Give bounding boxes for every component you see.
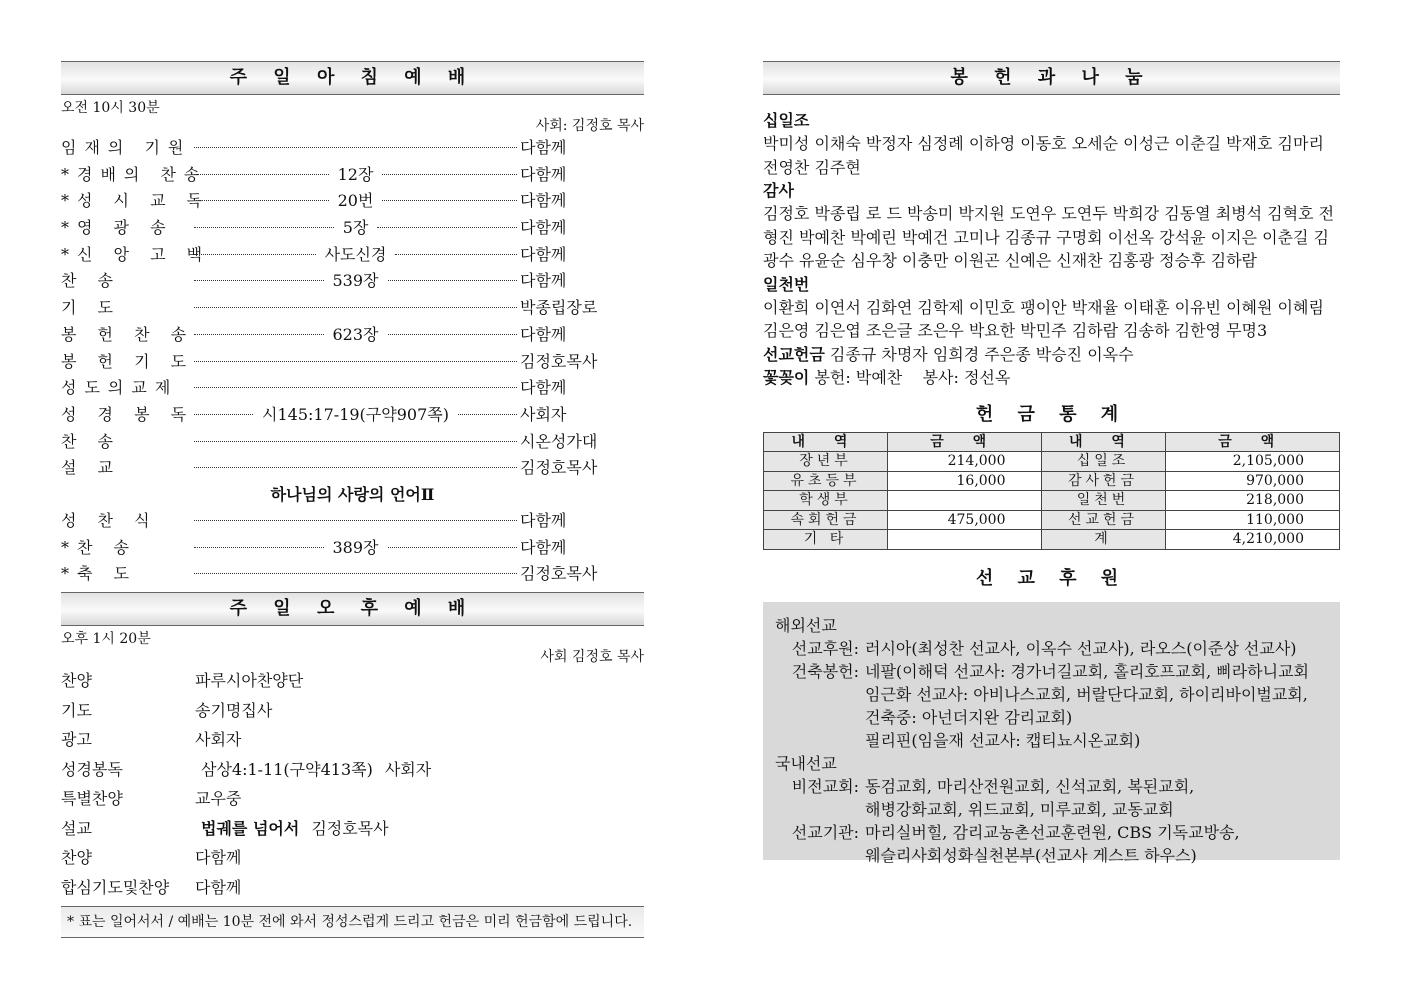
order-row bbox=[61, 873, 644, 903]
afternoon-service-host: 사회 김정호 목사 bbox=[540, 649, 644, 665]
mission-line: 네팔(이해덕 선교사: 경가너길교회, 홀리호프교회, 삐라하니교회 bbox=[865, 661, 1310, 681]
leader-dots bbox=[194, 441, 517, 442]
order-filler bbox=[191, 578, 520, 579]
order-label: 합심기도및찬양 bbox=[61, 877, 170, 897]
order-leader: 다함께 bbox=[520, 378, 567, 398]
order-leader: 김정호목사 bbox=[520, 458, 598, 478]
domestic-list bbox=[775, 775, 1328, 867]
order-row bbox=[61, 666, 644, 696]
order-filler bbox=[191, 472, 520, 473]
order-detail: 539장 bbox=[332, 271, 379, 291]
order-row bbox=[61, 322, 644, 349]
mission-value bbox=[865, 637, 1328, 660]
order-filler bbox=[191, 525, 520, 526]
leader-dots bbox=[388, 547, 518, 548]
mission-line: 러시아(최성찬 선교사, 이옥수 선교사), 라오스(이준상 선교사) bbox=[865, 638, 1297, 658]
order-leader: 다함께 bbox=[520, 244, 567, 264]
flower-label: 꽃꽂이 bbox=[763, 368, 810, 387]
mission-line: 해병강화교회, 위드교회, 미루교회, 교동교회 bbox=[865, 799, 1174, 819]
domestic-label: 국내선교 bbox=[775, 753, 837, 773]
order-label: 설교 bbox=[61, 818, 92, 838]
order-label: 찬양 bbox=[61, 671, 92, 690]
order-leader: 사회자 bbox=[195, 730, 242, 749]
leader-dots bbox=[377, 227, 517, 228]
order-leader: 시온성가대 bbox=[520, 431, 598, 451]
order-filler bbox=[191, 402, 520, 429]
leader-dots bbox=[458, 414, 517, 415]
order-row bbox=[61, 242, 644, 269]
afternoon-order-list bbox=[61, 666, 644, 902]
support-title: 선 교 후 원 bbox=[975, 567, 1128, 589]
order-filler bbox=[191, 215, 520, 242]
morning-service-time: 오전 10시 30분 bbox=[61, 100, 160, 116]
mission-key: 선교후원: bbox=[791, 638, 859, 658]
afternoon-service-title: 주 일 오 후 예 배 bbox=[61, 592, 644, 626]
stats-category: 일천번 bbox=[1041, 491, 1165, 511]
order-leader: 다함께 bbox=[520, 537, 567, 557]
leader-dots bbox=[194, 414, 253, 415]
order-leader: 다함께 bbox=[195, 877, 242, 897]
mission-line: 동검교회, 마리산전원교회, 신석교회, 복된교회, bbox=[865, 776, 1195, 796]
stats-header: 금 액 bbox=[1165, 432, 1339, 452]
leader-dots bbox=[194, 200, 329, 201]
order-detail: 389장 bbox=[332, 537, 379, 557]
order-filler bbox=[191, 322, 520, 349]
order-detail: 623장 bbox=[332, 324, 379, 344]
order-row bbox=[61, 429, 644, 456]
mission-offering-label: 선교헌금 bbox=[763, 344, 825, 364]
leader-dots bbox=[382, 200, 517, 201]
mission-line: 건축중: 아넌더지완 감리교회) bbox=[865, 707, 1073, 727]
order-row bbox=[61, 349, 644, 376]
order-row bbox=[61, 295, 644, 322]
order-row bbox=[61, 455, 644, 482]
order-row bbox=[61, 843, 644, 873]
order-leader: 사회자 bbox=[384, 759, 432, 779]
leader-dots bbox=[194, 307, 517, 308]
stats-amount: 2,105,000 bbox=[1165, 452, 1339, 472]
order-row bbox=[61, 535, 644, 562]
order-filler bbox=[191, 188, 520, 215]
order-detail: 20번 bbox=[337, 191, 374, 211]
offering-stats-table bbox=[763, 432, 1340, 550]
order-row bbox=[61, 162, 644, 189]
order-leader: 사회자 bbox=[520, 404, 567, 424]
order-leader: 다함께 bbox=[195, 848, 242, 867]
stats-category: 선교헌금 bbox=[1041, 510, 1165, 530]
stats-category: 속회헌금 bbox=[764, 510, 888, 530]
order-filler bbox=[191, 535, 520, 562]
table-row bbox=[764, 471, 1340, 491]
order-row bbox=[61, 268, 644, 295]
order-label: 광고 bbox=[61, 730, 92, 749]
stats-amount: 218,000 bbox=[1165, 491, 1339, 511]
stats-header: 내 역 bbox=[764, 432, 888, 452]
table-row bbox=[764, 452, 1340, 472]
stats-category: 십일조 bbox=[1041, 452, 1165, 472]
order-detail: 법궤를 넘어서 bbox=[201, 818, 300, 838]
leader-dots bbox=[194, 520, 517, 521]
mission-row bbox=[775, 660, 1328, 752]
order-label: 성 경 봉 독 bbox=[61, 404, 195, 424]
mission-value bbox=[865, 821, 1328, 867]
order-filler bbox=[189, 755, 385, 785]
morning-service-host: 사회: 김정호 목사 bbox=[535, 118, 644, 134]
stats-title: 헌 금 통 계 bbox=[975, 403, 1128, 425]
leader-dots bbox=[395, 254, 517, 255]
morning-order-list-2 bbox=[61, 508, 644, 588]
stats-category: 계 bbox=[1041, 530, 1165, 550]
order-detail: 사도신경 bbox=[324, 244, 387, 264]
mission-row bbox=[775, 775, 1328, 821]
order-leader: 김정호목사 bbox=[520, 351, 598, 371]
tithe-names: 박미성 이채숙 박정자 심정례 이하영 이동호 오세순 이성근 이춘길 박재호 김마리 전영찬 김주현 bbox=[763, 134, 1324, 177]
order-label: 봉 헌 기 도 bbox=[61, 351, 195, 371]
mission-key: 건축봉헌: bbox=[791, 661, 859, 681]
leader-dots bbox=[194, 387, 517, 388]
stats-amount: 110,000 bbox=[1165, 510, 1339, 530]
order-filler bbox=[191, 446, 520, 447]
leader-dots bbox=[194, 573, 517, 574]
leader-dots bbox=[194, 361, 517, 362]
stats-amount bbox=[888, 491, 1041, 511]
stats-amount: 16,000 bbox=[888, 471, 1041, 491]
order-row bbox=[61, 508, 644, 535]
order-label: *찬 송 bbox=[61, 537, 137, 557]
order-leader: 박종립장로 bbox=[520, 298, 598, 318]
mission-row bbox=[775, 637, 1328, 660]
leader-dots bbox=[194, 334, 324, 335]
leader-dots bbox=[194, 147, 517, 148]
order-leader: 김정호목사 bbox=[520, 564, 598, 584]
order-leader: 다함께 bbox=[520, 271, 567, 291]
leader-dots bbox=[194, 174, 329, 175]
order-detail: 12장 bbox=[337, 164, 374, 184]
order-label: 기 도 bbox=[61, 298, 121, 318]
order-row bbox=[61, 725, 644, 755]
table-row bbox=[764, 530, 1340, 550]
overseas-list bbox=[775, 637, 1328, 752]
stats-header: 금 액 bbox=[888, 432, 1041, 452]
order-leader: 다함께 bbox=[520, 218, 567, 238]
overseas-label: 해외선교 bbox=[775, 615, 837, 635]
mission-line: 웨슬리사회성화실천본부(선교사 게스트 하우스) bbox=[865, 845, 1197, 865]
stats-category: 유초등부 bbox=[764, 471, 888, 491]
order-row bbox=[61, 135, 644, 162]
order-label: *축 도 bbox=[61, 564, 137, 584]
order-filler bbox=[191, 392, 520, 393]
table-row bbox=[764, 491, 1340, 511]
order-label: 찬양 bbox=[61, 848, 92, 867]
mission-line: 필리핀(임을재 선교사: 캡티뇨시온교회) bbox=[865, 730, 1141, 750]
thousand-label: 일천번 bbox=[763, 274, 810, 294]
order-label: 봉 헌 찬 송 bbox=[61, 324, 195, 344]
order-leader: 다함께 bbox=[520, 164, 567, 184]
order-leader: 다함께 bbox=[520, 191, 567, 211]
thanks-names: 김정호 박종립 로 드 박송미 박지원 도연우 도연두 박희강 김동열 최병석 김혁호 전형진 박예찬 박예린 박예건 고미나 김종규 구명회 이선옥 강석윤 이지은 이춘길 김광수 유윤순 심우창 이충만 이원곤 신예은 신재찬 김홍광 정승후 김하람 bbox=[763, 204, 1335, 270]
order-label: 임재의 기원 bbox=[61, 138, 192, 157]
mission-line: 마리실버힐, 감리교농촌선교훈련원, CBS 기독교방송, bbox=[865, 822, 1240, 842]
stats-amount: 214,000 bbox=[888, 452, 1041, 472]
morning-service-title: 주 일 아 침 예 배 bbox=[61, 61, 644, 95]
order-detail: 5장 bbox=[342, 218, 369, 238]
order-leader: 파루시아찬양단 bbox=[195, 671, 304, 690]
order-label: 성경봉독 bbox=[61, 759, 123, 779]
notice-bar: * 표는 일어서서 / 예배는 10분 전에 와서 정성스럽게 드리고 헌금은 미리 헌금함에 드립니다. bbox=[61, 906, 644, 938]
mission-support-box bbox=[763, 602, 1340, 865]
mission-offering-names: 김종규 차명자 임희경 주은종 박승진 이옥수 bbox=[829, 344, 1134, 364]
stats-amount: 970,000 bbox=[1165, 471, 1339, 491]
leader-dots bbox=[194, 280, 324, 281]
mission-value bbox=[865, 775, 1328, 821]
order-leader: 교우중 bbox=[195, 789, 242, 808]
order-row bbox=[61, 784, 644, 814]
order-filler bbox=[191, 162, 520, 189]
mission-key: 선교기관: bbox=[791, 822, 859, 842]
order-detail: 삼상4:1-11(구약413쪽) bbox=[201, 759, 373, 779]
order-filler bbox=[189, 814, 311, 844]
stats-header: 내 역 bbox=[1041, 432, 1165, 452]
order-leader: 다함께 bbox=[520, 324, 567, 344]
stats-category: 기 타 bbox=[764, 530, 888, 550]
order-leader: 다함께 bbox=[520, 510, 567, 530]
leader-dots bbox=[194, 467, 517, 468]
order-row bbox=[61, 755, 644, 785]
stats-category: 학생부 bbox=[764, 491, 888, 511]
order-detail: 시145:17-19(구약907쪽) bbox=[262, 404, 449, 424]
order-row bbox=[61, 814, 644, 844]
order-row bbox=[61, 402, 644, 429]
thanks-label: 감사 bbox=[763, 181, 794, 200]
order-row bbox=[61, 215, 644, 242]
leader-dots bbox=[194, 254, 316, 255]
order-label: 찬 송 bbox=[61, 431, 121, 451]
order-leader: 다함께 bbox=[520, 138, 567, 157]
right-column bbox=[763, 61, 1340, 865]
leader-dots bbox=[388, 280, 518, 281]
order-label: 기도 bbox=[61, 700, 92, 720]
order-row bbox=[61, 696, 644, 726]
table-row bbox=[764, 510, 1340, 530]
leader-dots bbox=[382, 174, 517, 175]
stats-amount: 4,210,000 bbox=[1165, 530, 1339, 550]
order-label: *경배의 찬송 bbox=[61, 164, 208, 184]
order-label: *영 광 송 bbox=[61, 218, 174, 238]
mission-value bbox=[865, 660, 1328, 752]
order-label: 성 찬 식 bbox=[61, 510, 158, 530]
order-leader: 김정호목사 bbox=[311, 818, 389, 838]
afternoon-service-time: 오후 1시 20분 bbox=[61, 631, 151, 647]
stats-category: 감사헌금 bbox=[1041, 471, 1165, 491]
order-label: 설 교 bbox=[61, 458, 121, 478]
order-label: *신 앙 고 백 bbox=[61, 244, 211, 264]
leader-dots bbox=[194, 547, 324, 548]
order-filler bbox=[191, 242, 520, 269]
mission-line: 임근화 선교사: 아비나스교회, 버랄단다교회, 하이리바이벌교회, bbox=[865, 684, 1308, 704]
order-row bbox=[61, 561, 644, 588]
left-column bbox=[61, 61, 644, 938]
order-filler bbox=[191, 152, 520, 153]
order-leader: 송기명집사 bbox=[195, 700, 273, 720]
order-filler bbox=[191, 366, 520, 367]
leader-dots bbox=[388, 334, 518, 335]
order-filler bbox=[191, 312, 520, 313]
stats-category: 장년부 bbox=[764, 452, 888, 472]
stats-amount bbox=[888, 530, 1041, 550]
leader-dots bbox=[194, 227, 334, 228]
order-label: 성도의교제 bbox=[61, 378, 179, 398]
morning-order-list bbox=[61, 135, 644, 482]
stats-amount: 475,000 bbox=[888, 510, 1041, 530]
mission-row bbox=[775, 821, 1328, 867]
thousand-names: 이환희 이연서 김화연 김학제 이민호 팽이안 박재율 이태훈 이유빈 이혜원 이혜림 김은영 김은엽 조은글 조은우 박요한 박민주 김하람 김송하 김한영 무명3 bbox=[763, 297, 1324, 340]
sermon-title: 하나님의 사랑의 언어Ⅱ bbox=[270, 484, 435, 504]
order-row bbox=[61, 375, 644, 402]
flower-text: 봉헌: 박예찬 봉사: 정선옥 bbox=[814, 368, 1011, 387]
offering-title: 봉 헌 과 나 눔 bbox=[763, 61, 1340, 95]
order-row bbox=[61, 188, 644, 215]
tithe-label: 십일조 bbox=[763, 111, 810, 130]
mission-key: 비전교회: bbox=[791, 776, 859, 796]
order-filler bbox=[191, 268, 520, 295]
order-label: *성 시 교 독 bbox=[61, 191, 211, 211]
order-label: 찬 송 bbox=[61, 271, 121, 291]
order-label: 특별찬양 bbox=[61, 789, 123, 808]
